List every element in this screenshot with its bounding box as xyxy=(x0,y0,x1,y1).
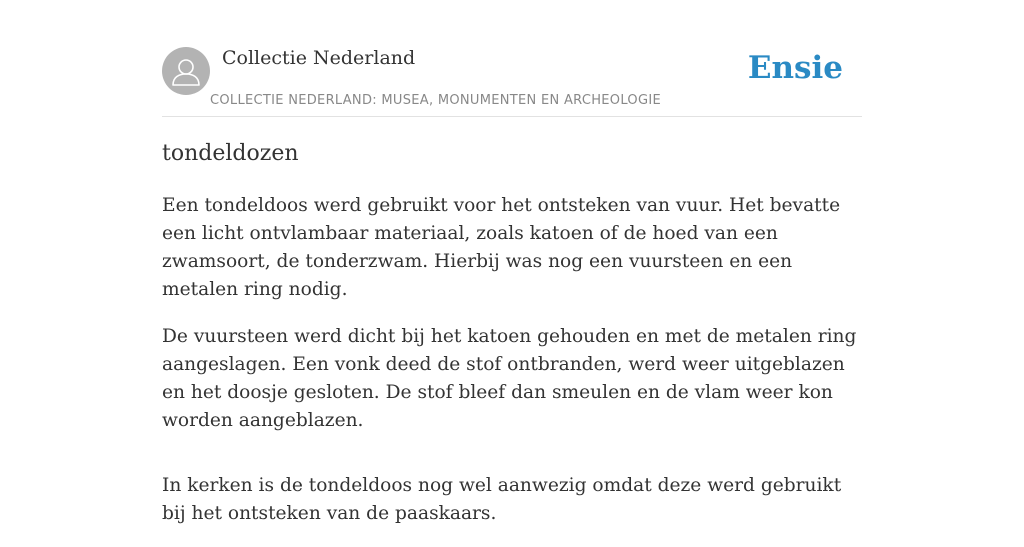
user-silhouette-icon xyxy=(162,47,210,95)
article xyxy=(162,138,862,547)
article-paragraph: De vuursteen werd dicht bij het katoen gehouden en met de metalen ring aangeslagen. Een vonk deed de stof ontbranden, werd weer uitgeblazen en het doosje gesloten. De stof bleef dan smeulen en de vlam weer kon worden aangeblazen. xyxy=(162,326,857,431)
article-body xyxy=(162,192,862,528)
brand-logo-link[interactable]: Ensie xyxy=(747,50,843,86)
author-avatar[interactable] xyxy=(162,47,210,95)
page-header xyxy=(162,44,862,117)
author-name-link[interactable]: Collectie Nederland xyxy=(222,47,416,69)
article-title: tondeldozen xyxy=(162,141,299,166)
article-paragraph: Een tondeldoos werd gebruikt voor het ontsteken van vuur. Het bevatte een licht ontvlambaar materiaal, zoals katoen of de hoed van een zwamsoort, de tonderzwam. Hierbij was nog een vuursteen en een metalen ring nodig. xyxy=(162,195,841,300)
article-paragraph: In kerken is de tondeldoos nog wel aanwezig omdat deze werd gebruikt bij het ontsteken van de paaskaars. xyxy=(162,475,842,524)
source-title-link[interactable]: COLLECTIE NEDERLAND: MUSEA, MONUMENTEN EN ARCHEOLOGIE xyxy=(210,93,661,108)
